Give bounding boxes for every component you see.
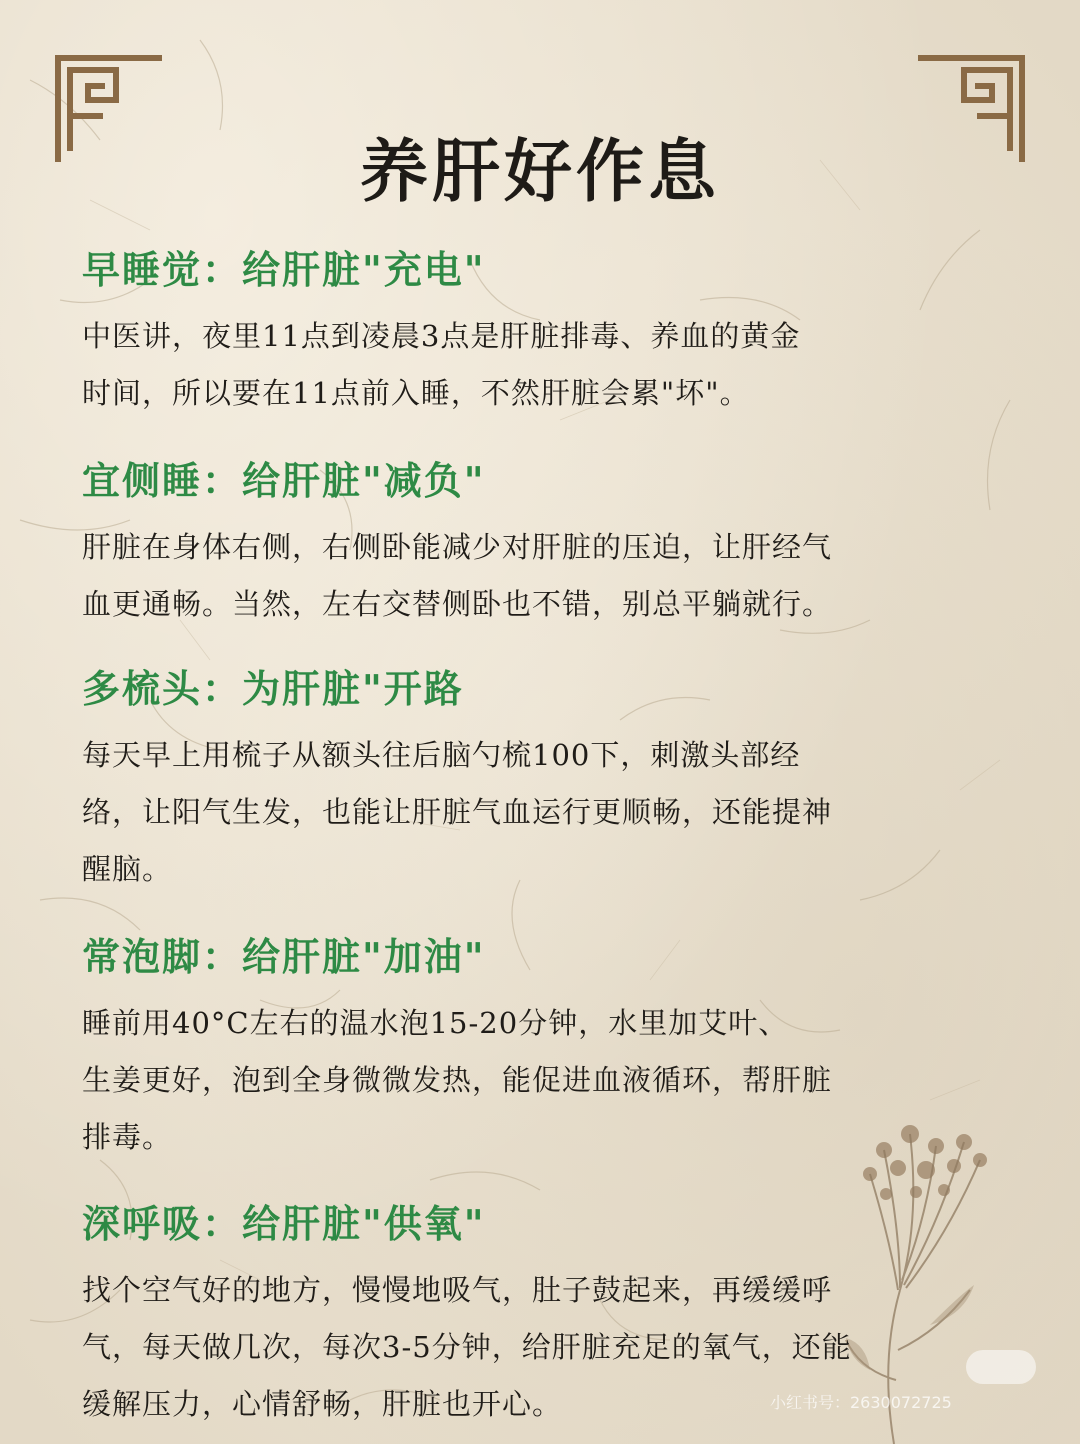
section-heading: 常泡脚：给肝脏"加油" [82,934,486,979]
section-comb-hair [82,665,1052,898]
watermark-text: 小红书号：2630072725 [770,1393,952,1412]
body-line: 气，每天做几次，每次3-5分钟，给肝脏充足的氧气，还能 [82,1330,852,1364]
section-heading: 多梳头：为肝脏"开路 [82,666,464,711]
section-body [82,727,1052,898]
body-line: 找个空气好的地方，慢慢地吸气，肚子鼓起来，再缓缓呼 [82,1273,833,1307]
body-line: 血更通畅。当然，左右交替侧卧也不错，别总平躺就行。 [82,587,833,621]
page-title: 养肝好作息 [359,132,720,212]
section-early-sleep [82,246,1052,422]
body-line: 缓解压力，心情舒畅，肝脏也开心。 [82,1387,563,1421]
body-line: 肝脏在身体右侧，右侧卧能减少对肝脏的压迫，让肝经气 [82,530,833,564]
body-line: 醒脑。 [82,852,173,886]
body-line: 每天早上用梳子从额头往后脑勺梳100下，刺激头部经 [82,738,801,772]
section-heading: 早睡觉：给肝脏"充电" [82,247,486,292]
watermark-logo-icon [966,1350,1036,1384]
section-body [82,308,1052,422]
section-heading: 深呼吸：给肝脏"供氧" [82,1201,486,1246]
body-line: 时间，所以要在11点前入睡，不然肝脏会累"坏"。 [82,376,750,410]
body-line: 络，让阳气生发，也能让肝脏气血运行更顺畅，还能提神 [82,795,833,829]
section-body [82,519,1052,633]
body-line: 排毒。 [82,1120,173,1154]
body-line: 生姜更好，泡到全身微微发热，能促进血液循环，帮肝脏 [82,1063,833,1097]
section-heading: 宜侧睡：给肝脏"减负" [82,458,486,503]
section-side-sleep [82,457,1052,633]
body-line: 睡前用40°C左右的温水泡15-20分钟，水里加艾叶、 [82,1006,789,1040]
body-line: 中医讲，夜里11点到凌晨3点是肝脏排毒、养血的黄金 [82,319,801,353]
